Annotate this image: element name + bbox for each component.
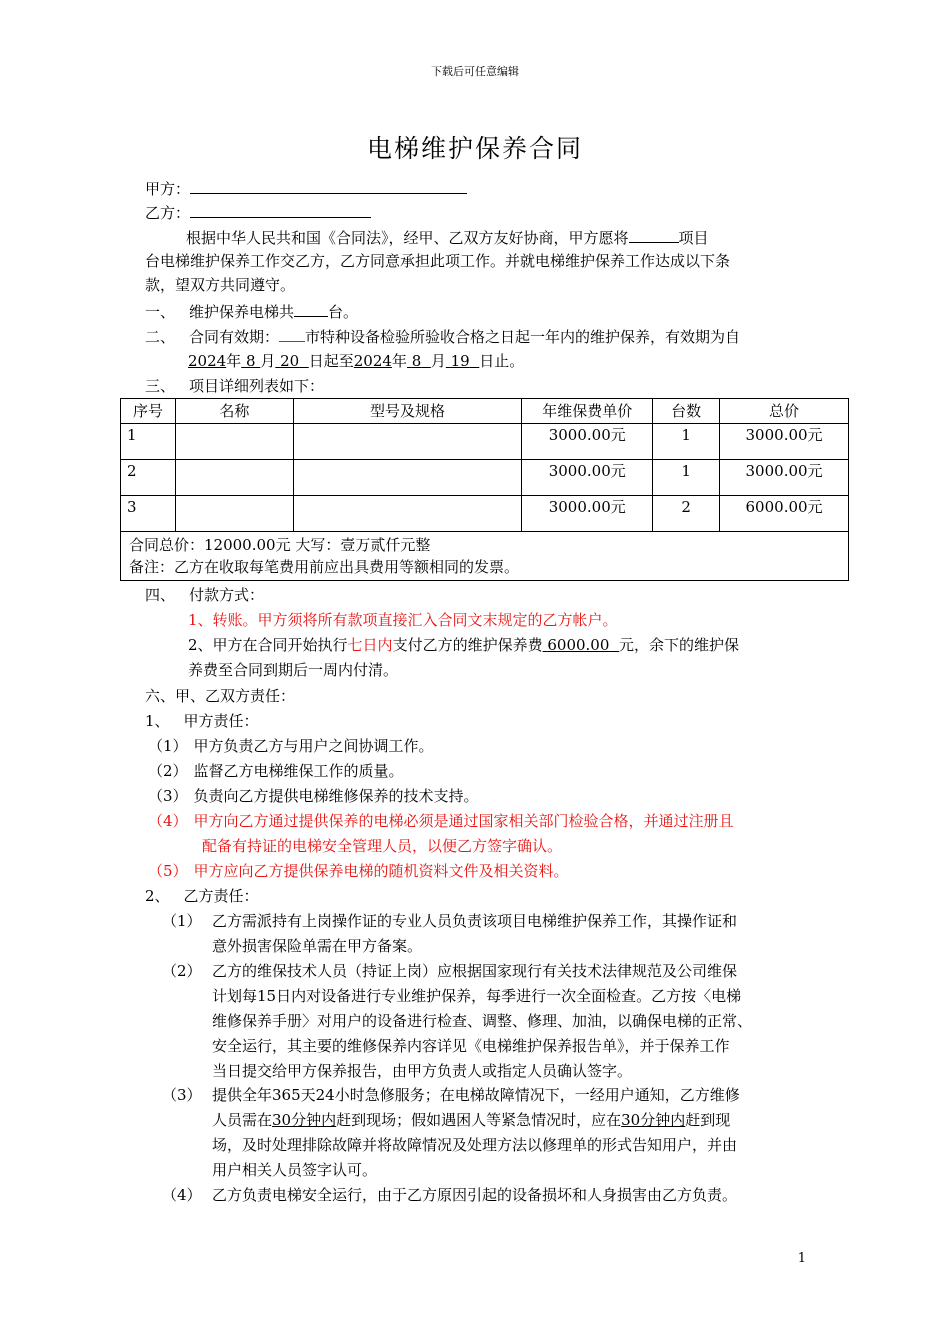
cell-model[interactable] <box>293 496 522 532</box>
page-number: 1 <box>797 1251 806 1266</box>
response-time-1: 30分钟内 <box>272 1111 337 1129</box>
header-qty: 台数 <box>653 399 720 424</box>
b-duty-2-line: 计划每15日内对设备进行专业维护保养，每季进行一次全面检查。乙方按〈电梯 <box>212 987 742 1005</box>
a-duty-text: 甲方负责乙方与用户之间协调工作。 <box>193 737 434 755</box>
b-duty-3-line-2 <box>212 1109 730 1131</box>
header-no: 序号 <box>121 399 176 424</box>
end-day: 19 <box>450 352 470 370</box>
header-name: 名称 <box>175 399 293 424</box>
contract-total: 合同总价：12000.00元 大写：壹万贰仟元整 <box>129 536 431 554</box>
a-duty-4 <box>148 810 734 832</box>
clause-1-post: 台。 <box>328 303 359 321</box>
table-header-row <box>121 399 849 424</box>
header-note: 下载后可任意编辑 <box>431 65 519 78</box>
clause-1-num: 一、 <box>145 303 176 321</box>
party-b-duties-num: 2、 <box>145 887 170 905</box>
party-b-duties-label: 乙方责任： <box>183 887 259 905</box>
intro-line-3: 款，望双方共同遵守。 <box>145 276 296 294</box>
b-duty-4-line: 乙方负责电梯安全运行，由于乙方原因引起的设备损坏和人身损害由乙方负责。 <box>212 1186 738 1204</box>
clause-2-line-2 <box>188 350 524 372</box>
month-label-2: 月 <box>430 352 446 370</box>
intro-line-2: 台电梯维护保养工作交乙方，乙方同意承担此项工作。并就电梯维护保养工作达成以下条 <box>145 252 731 270</box>
cell-no: 1 <box>121 424 176 460</box>
header-model: 型号及规格 <box>293 399 522 424</box>
cell-total: 6000.00元 <box>720 496 849 532</box>
cell-name[interactable] <box>175 460 293 496</box>
start-year: 2024 <box>188 352 227 370</box>
clause-2-num: 二、 <box>145 328 176 346</box>
b-duty-2-line: 乙方的维保技术人员（持证上岗）应根据国家现行有关技术法律规范及公司维保 <box>212 962 738 980</box>
payment-deadline: 七日内 <box>347 636 393 654</box>
intro-text-1: 根据中华人民共和国《合同法》，经甲、乙双方友好协商，甲方愿将 <box>186 229 629 247</box>
party-b-line <box>145 201 371 224</box>
table-row <box>121 496 849 532</box>
clause-3-num: 三、 <box>145 377 176 395</box>
clause-4 <box>145 584 264 606</box>
city-blank[interactable] <box>279 325 305 342</box>
table-footer-row <box>121 532 849 581</box>
table-remark: 备注：乙方在收取每笔费用前应出具费用等额相同的发票。 <box>129 558 520 576</box>
b-duty-3-mid: 赶到现场；假如遇困人等紧急情况时，应在 <box>336 1111 622 1129</box>
payment-item-2 <box>188 634 739 656</box>
month-label: 月 <box>260 352 276 370</box>
a-duty-num: （4） <box>148 812 188 830</box>
response-time-2: 30分钟内 <box>621 1111 686 1129</box>
cell-total: 3000.00元 <box>720 460 849 496</box>
b-duty-2-line: 维修保养手册〉对用户的设备进行检查、调整、修理、加油，以确保电梯的正常、 <box>212 1012 753 1030</box>
end-year: 2024 <box>353 352 392 370</box>
elevator-count-blank[interactable] <box>294 300 328 317</box>
b-duty-3-line: 用户相关人员签字认可。 <box>212 1161 378 1179</box>
start-day: 20 <box>280 352 300 370</box>
cell-model[interactable] <box>293 424 522 460</box>
b-duty-3-pre: 人员需在 <box>212 1111 273 1129</box>
b-duty-3-line: 提供全年365天24小时急修服务；在电梯故障情况下，一经用户通知，乙方维修 <box>212 1086 740 1104</box>
year-label: 年 <box>226 352 242 370</box>
a-duty-3 <box>148 785 479 807</box>
clause-6-heading: 六、甲、乙双方责任： <box>145 687 296 705</box>
payment-item-2-post: 元，余下的维护保 <box>618 636 739 654</box>
payment-amount: 6000.00 <box>547 636 610 654</box>
intro-text-1b: 项目 <box>678 229 709 247</box>
payment-item-2-mid: 支付乙方的维护保养费 <box>392 636 543 654</box>
clause-1-text: 维护保养电梯共 <box>189 303 295 321</box>
table-row <box>121 424 849 460</box>
cell-unit-price: 3000.00元 <box>522 424 653 460</box>
a-duty-text: 负责向乙方提供电梯维修保养的技术支持。 <box>193 787 479 805</box>
party-a-duties-heading <box>145 710 259 732</box>
clause-2-text: 市特种设备检验所验收合格之日起一年内的维护保养，有效期为自 <box>305 328 741 346</box>
cell-unit-price: 3000.00元 <box>522 460 653 496</box>
a-duty-5 <box>148 860 569 882</box>
party-a-blank[interactable] <box>190 177 467 194</box>
payment-item-2-pre: 2、甲方在合同开始执行 <box>188 636 348 654</box>
clause-2-label: 合同有效期： <box>189 328 280 346</box>
cell-unit-price: 3000.00元 <box>522 496 653 532</box>
cell-qty: 1 <box>653 460 720 496</box>
end-month: 8 <box>411 352 422 370</box>
b-duty-2-line: 当日提交给甲方保养报告，由甲方负责人或指定人员确认签字。 <box>212 1062 633 1080</box>
payment-item-1: 1、转账。甲方须将所有款项直接汇入合同文末规定的乙方帐户。 <box>188 611 618 629</box>
payment-item-2-line-2: 养费至合同到期后一周内付清。 <box>188 661 399 679</box>
a-duty-num: （3） <box>148 787 188 805</box>
table-row <box>121 460 849 496</box>
clause-4-num: 四、 <box>145 586 176 604</box>
b-duty-1-line: 乙方需派持有上岗操作证的专业人员负责该项目电梯维护保养工作，其操作证和 <box>212 912 738 930</box>
b-duty-2-num: （2） <box>162 962 202 980</box>
party-a-duties-num: 1、 <box>145 712 170 730</box>
a-duty-num: （1） <box>148 737 188 755</box>
party-b-label: 乙方： <box>145 204 191 222</box>
cell-model[interactable] <box>293 460 522 496</box>
clause-4-text: 付款方式： <box>189 586 265 604</box>
a-duty-text: 甲方应向乙方提供保养电梯的随机资料文件及相关资料。 <box>193 862 569 880</box>
to-label: 日起至 <box>308 352 354 370</box>
clause-1 <box>145 300 358 323</box>
a-duty-text: 甲方向乙方通过提供保养的电梯必须是通过国家相关部门检验合格，并通过注册且 <box>193 812 734 830</box>
clause-2-line-1 <box>145 325 740 348</box>
b-duty-1-line: 意外损害保险单需在甲方备案。 <box>212 937 423 955</box>
party-a-label: 甲方： <box>145 180 191 198</box>
project-blank[interactable] <box>629 226 679 243</box>
intro-line-1 <box>186 226 709 249</box>
page-title: 电梯维护保养合同 <box>366 134 583 163</box>
year-label-2: 年 <box>391 352 407 370</box>
cell-qty: 2 <box>653 496 720 532</box>
party-a-duties-label: 甲方责任： <box>183 712 259 730</box>
start-month: 8 <box>245 352 256 370</box>
b-duty-2-line: 安全运行，其主要的维修保养内容详见《电梯维护保养报告单》，并于保养工作 <box>212 1037 730 1055</box>
party-b-blank[interactable] <box>190 201 371 218</box>
clause-3 <box>145 375 324 397</box>
cell-no: 3 <box>121 496 176 532</box>
a-duty-num: （2） <box>148 762 188 780</box>
a-duty-2 <box>148 760 404 782</box>
b-duty-1-num: （1） <box>162 912 202 930</box>
table-footer <box>121 532 849 581</box>
a-duty-4-line-2: 配备有持证的电梯安全管理人员，以便乙方签字确认。 <box>202 837 563 855</box>
party-b-duties-heading <box>145 885 259 907</box>
cell-no: 2 <box>121 460 176 496</box>
b-duty-3-line: 场，及时处理排除故障并将故障情况及处理方法以修理单的形式告知用户，并由 <box>212 1136 738 1154</box>
cell-name[interactable] <box>175 496 293 532</box>
b-duty-4-num: （4） <box>162 1186 202 1204</box>
b-duty-3-num: （3） <box>162 1086 202 1104</box>
b-duty-3-post: 赶到现 <box>685 1111 731 1129</box>
cell-total: 3000.00元 <box>720 424 849 460</box>
clause-3-text: 项目详细列表如下： <box>189 377 325 395</box>
end-label: 日止。 <box>479 352 525 370</box>
a-duty-text: 监督乙方电梯维保工作的质量。 <box>193 762 404 780</box>
items-table <box>120 398 849 581</box>
party-a-line <box>145 177 467 200</box>
a-duty-1 <box>148 735 434 757</box>
header-total: 总价 <box>720 399 849 424</box>
cell-qty: 1 <box>653 424 720 460</box>
cell-name[interactable] <box>175 424 293 460</box>
a-duty-num: （5） <box>148 862 188 880</box>
header-unit-price: 年维保费单价 <box>522 399 653 424</box>
